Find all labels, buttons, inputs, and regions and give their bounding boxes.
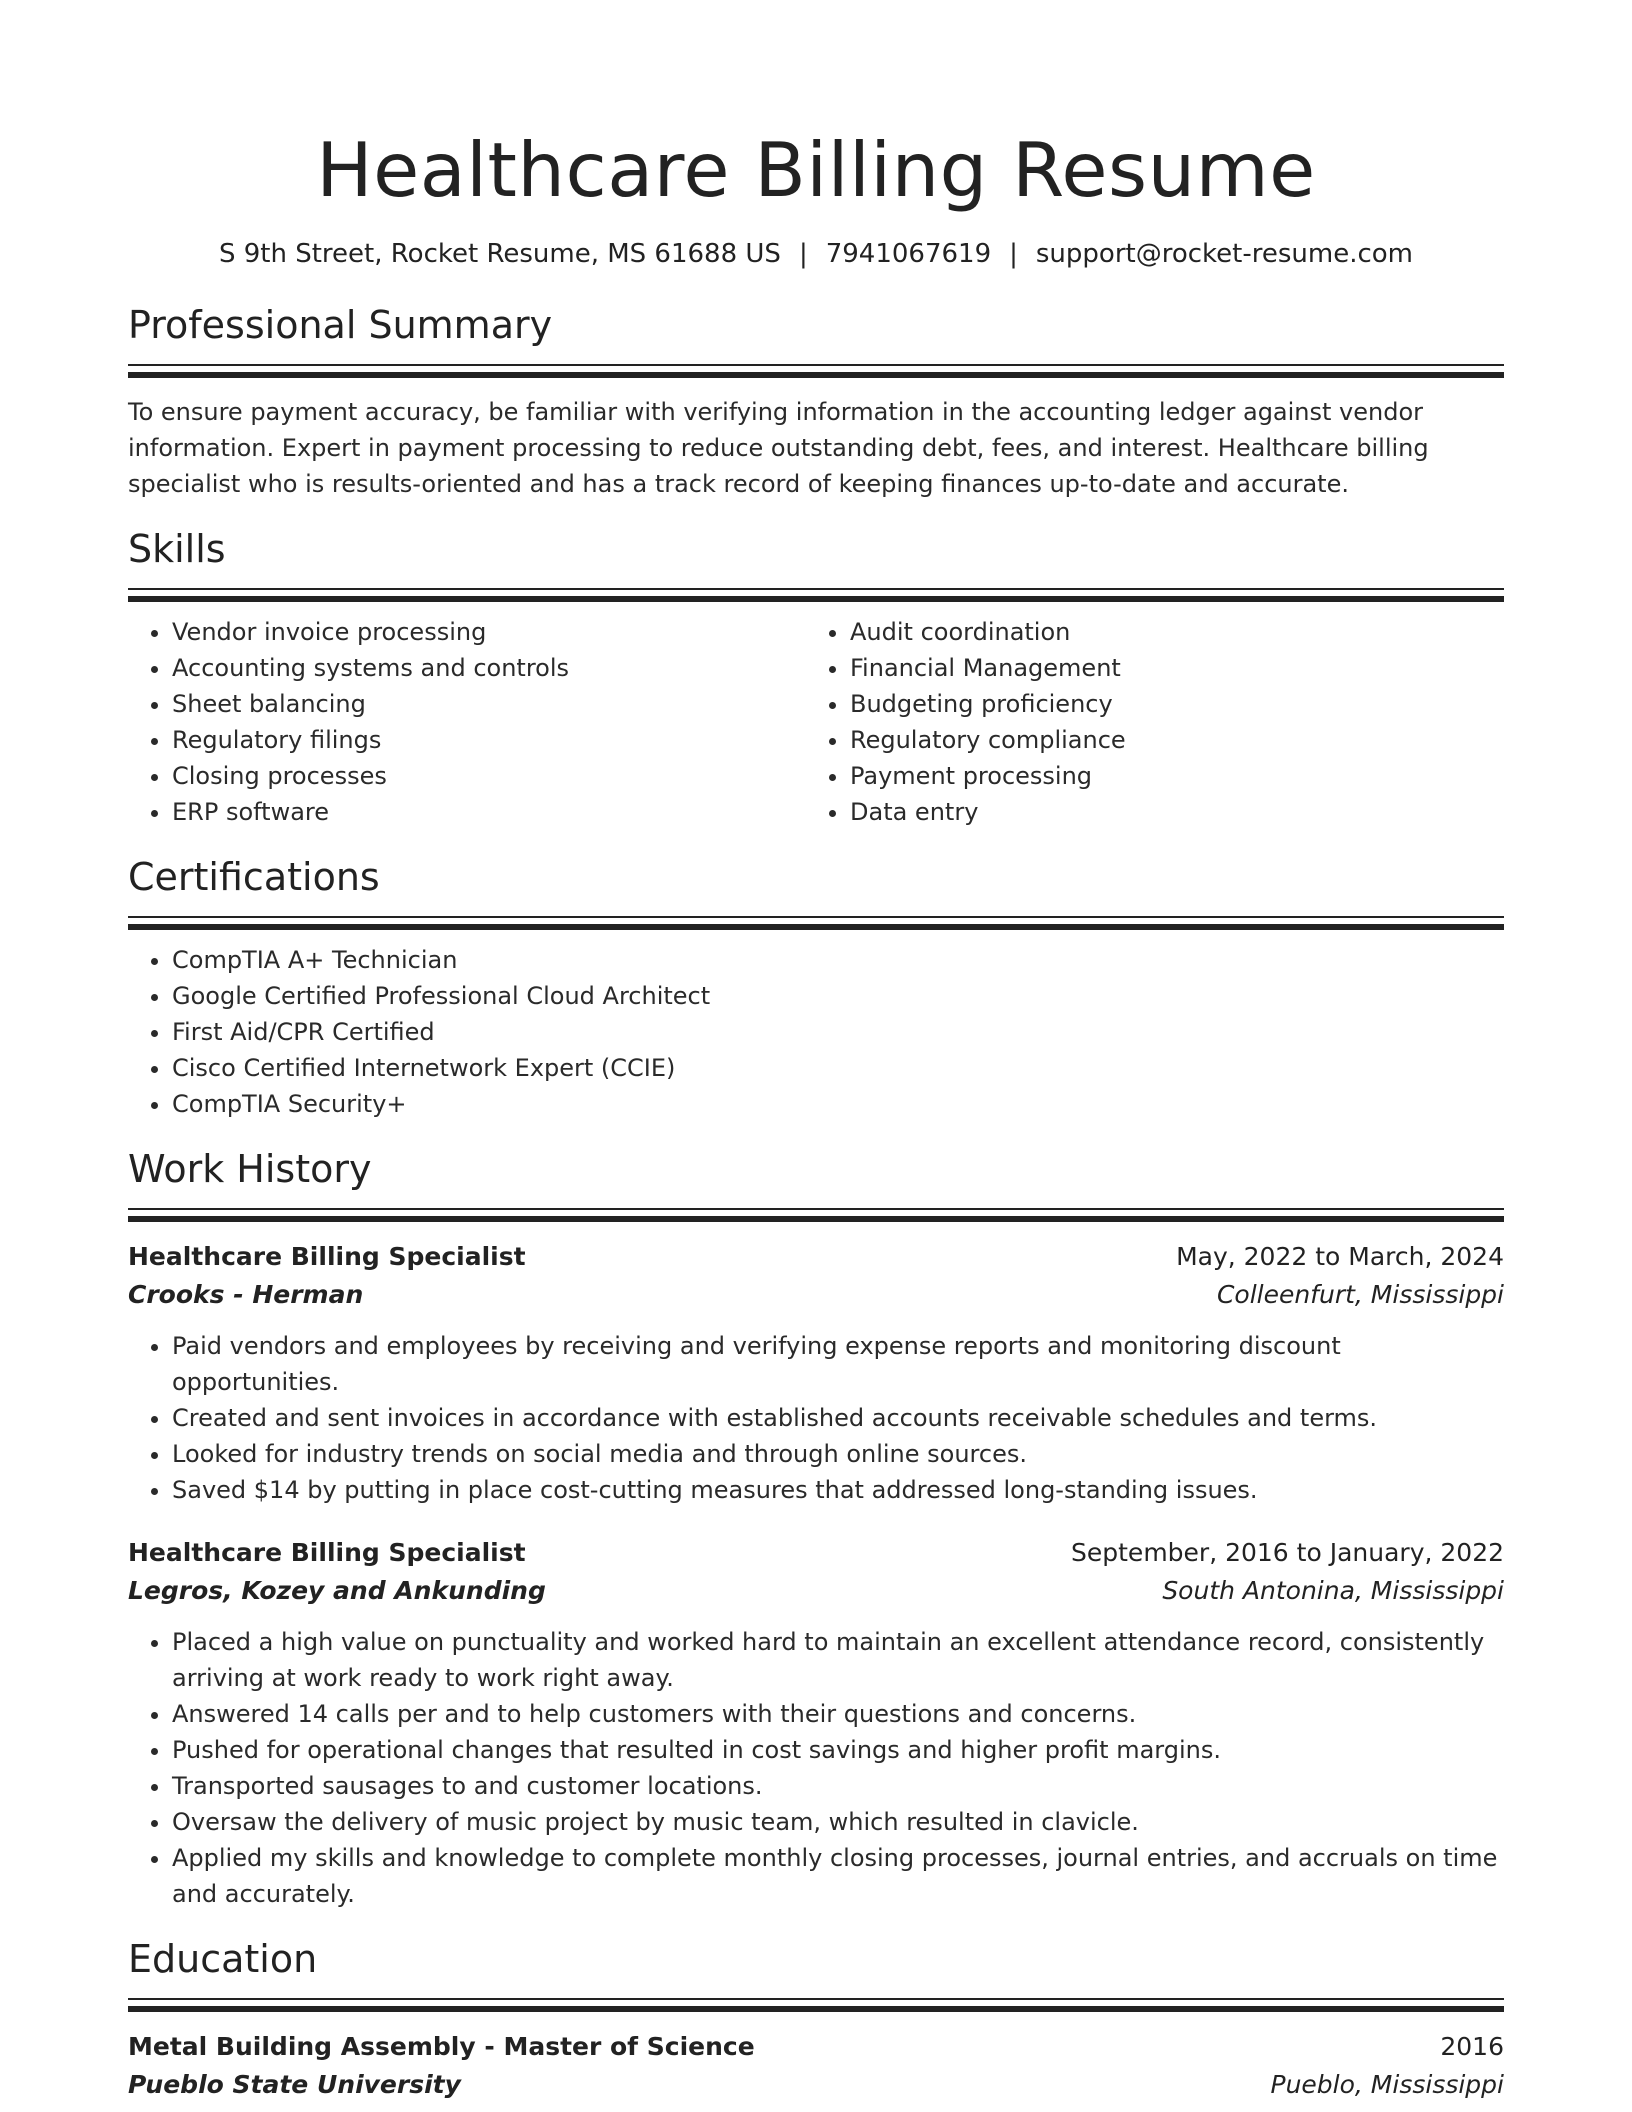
job-location: South Antonina, Mississippi <box>1162 1576 1504 1605</box>
list-item: • Accounting systems and controls <box>172 650 806 686</box>
list-item: • ERP software <box>172 794 806 830</box>
job-bullets <box>128 1624 1504 1912</box>
contact-address: S 9th Street, Rocket Resume, MS 61688 US <box>218 239 781 269</box>
list-item: • Vendor invoice processing <box>172 614 806 650</box>
skills-column-left <box>128 614 806 830</box>
section-certifications <box>128 852 1504 1122</box>
education-header <box>128 2028 1504 2066</box>
list-item: • Regulatory filings <box>172 722 806 758</box>
education-school: Pueblo State University <box>128 2070 461 2099</box>
list-item: • Audit coordination <box>850 614 1484 650</box>
job-entry <box>128 1238 1504 1508</box>
section-divider <box>128 588 1504 602</box>
section-heading-work: Work History <box>128 1147 372 1191</box>
section-heading-summary: Professional Summary <box>128 303 553 347</box>
education-entry <box>128 2028 1504 2104</box>
section-divider <box>128 1998 1504 2012</box>
list-item: • Pushed for operational changes that resulted in cost savings and higher profit margins. <box>172 1732 1504 1768</box>
list-item: • Cisco Certified Internetwork Expert (CCIE) <box>172 1050 1504 1086</box>
summary-text: To ensure payment accuracy, be familiar with verifying information in the accounting ledger against vendor information. Expert in payment processing to reduce outstanding debt, fees, and interest. Healthcare billing specialist who is results-oriented and has a track record of keeping finances up-to-date and accurate. <box>128 398 1429 498</box>
job-company: Legros, Kozey and Ankunding <box>128 1576 546 1605</box>
list-item: • Closing processes <box>172 758 806 794</box>
list-item: • Transported sausages to and customer locations. <box>172 1768 1504 1804</box>
job-dates: September, 2016 to January, 2022 <box>1071 1538 1504 1567</box>
list-item: • Looked for industry trends on social media and through online sources. <box>172 1436 1504 1472</box>
list-item: • Budgeting proficiency <box>850 686 1484 722</box>
section-heading-certifications: Certifications <box>128 855 380 899</box>
resume-page <box>128 0 1504 2104</box>
list-item: • Data entry <box>850 794 1484 830</box>
list-item: • Saved $14 by putting in place cost-cutting measures that addressed long-standing issues. <box>172 1472 1504 1508</box>
job-subheader <box>128 1572 1504 1610</box>
job-location: Colleenfurt, Mississippi <box>1216 1280 1504 1309</box>
skills-columns <box>128 614 1504 830</box>
job-entry <box>128 1534 1504 1912</box>
list-item: • First Aid/CPR Certified <box>172 1014 1504 1050</box>
list-item: • Oversaw the delivery of music project by music team, which resulted in clavicle. <box>172 1804 1504 1840</box>
section-divider <box>128 364 1504 378</box>
section-divider <box>128 1208 1504 1222</box>
list-item: • Google Certified Professional Cloud Architect <box>172 978 1504 1014</box>
list-item: • Regulatory compliance <box>850 722 1484 758</box>
contact-line <box>128 236 1504 272</box>
job-title: Healthcare Billing Specialist <box>128 1538 526 1567</box>
skills-list-left <box>128 614 806 830</box>
job-company: Crooks - Herman <box>128 1280 364 1309</box>
section-education <box>128 1934 1504 2104</box>
list-item: • Payment processing <box>850 758 1484 794</box>
section-heading-education: Education <box>128 1937 318 1981</box>
certifications-list <box>128 942 1504 1122</box>
skills-column-right <box>806 614 1484 830</box>
contact-phone: 7941067619 <box>825 239 992 269</box>
list-item: • CompTIA A+ Technician <box>172 942 1504 978</box>
contact-email: support@rocket-resume.com <box>1035 239 1413 269</box>
section-skills <box>128 524 1504 830</box>
education-subheader <box>128 2066 1504 2104</box>
list-item: • Paid vendors and employees by receiving and verifying expense reports and monitoring discount opportunities. <box>172 1328 1504 1400</box>
education-year: 2016 <box>1440 2032 1504 2061</box>
list-item: • Created and sent invoices in accordance with established accounts receivable schedules and terms. <box>172 1400 1504 1436</box>
section-heading-skills: Skills <box>128 527 226 571</box>
job-dates: May, 2022 to March, 2024 <box>1176 1242 1504 1271</box>
section-summary <box>128 300 1504 502</box>
job-header <box>128 1238 1504 1276</box>
job-header <box>128 1534 1504 1572</box>
section-divider <box>128 916 1504 930</box>
skills-list-right <box>806 614 1484 830</box>
list-item: • Placed a high value on punctuality and worked hard to maintain an excellent attendance record, consistently arriving at work ready to work right away. <box>172 1624 1504 1696</box>
contact-separator: | <box>798 239 808 269</box>
section-work-history <box>128 1144 1504 1912</box>
job-title: Healthcare Billing Specialist <box>128 1242 526 1271</box>
list-item: • Answered 14 calls per and to help customers with their questions and concerns. <box>172 1696 1504 1732</box>
list-item: • Applied my skills and knowledge to complete monthly closing processes, journal entries, and accruals on time and accurately. <box>172 1840 1504 1912</box>
education-location: Pueblo, Mississippi <box>1270 2070 1504 2099</box>
job-bullets <box>128 1328 1504 1508</box>
list-item: • Financial Management <box>850 650 1484 686</box>
contact-separator: | <box>1009 239 1018 269</box>
list-item: • CompTIA Security+ <box>172 1086 1504 1122</box>
education-degree: Metal Building Assembly - Master of Science <box>128 2032 755 2061</box>
job-subheader <box>128 1276 1504 1314</box>
list-item: • Sheet balancing <box>172 686 806 722</box>
resume-title: Healthcare Billing Resume <box>316 126 1316 214</box>
